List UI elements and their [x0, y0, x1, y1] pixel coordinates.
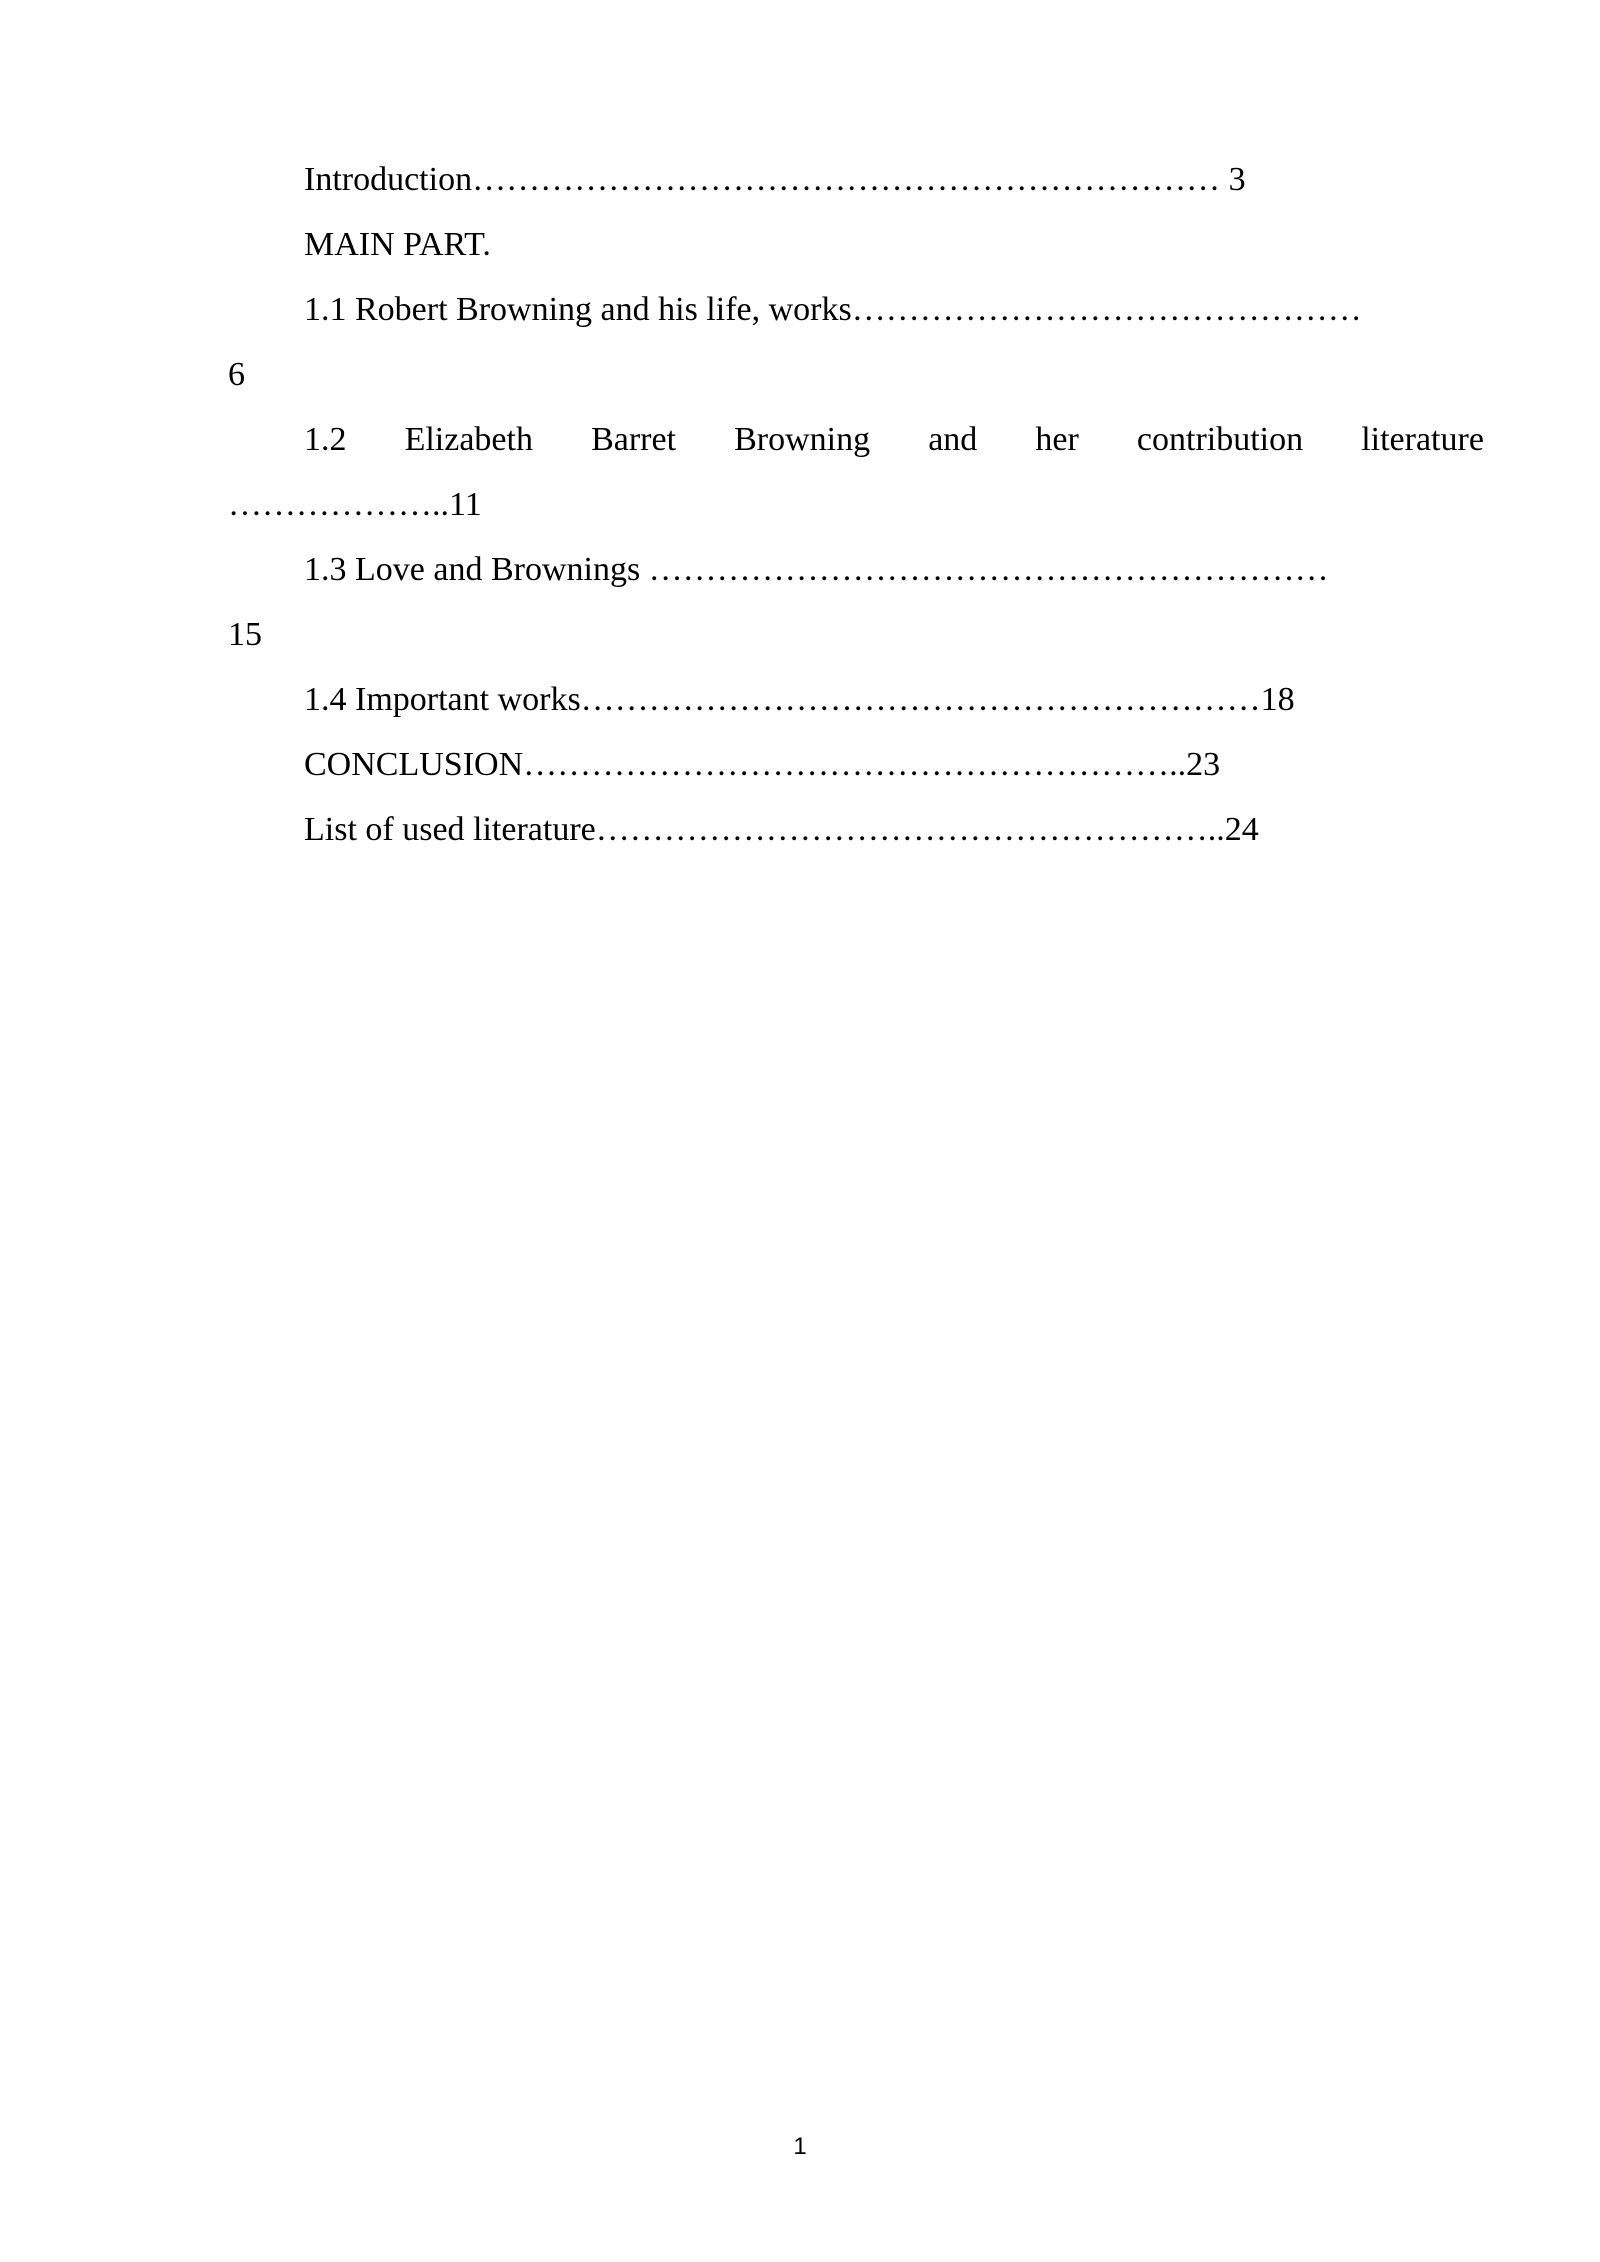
- toc-main-part: MAIN PART.: [304, 226, 491, 263]
- toc-item-1-3-page: 15: [228, 616, 262, 653]
- toc-item-1-2-word: Elizabeth: [404, 421, 533, 458]
- toc-item-1-2-word: 1.2: [304, 421, 347, 458]
- toc-introduction: Introduction………………………………………………………… 3: [304, 161, 1246, 198]
- toc-literature: List of used literature………………………………………………..24: [304, 811, 1259, 848]
- toc-conclusion: CONCLUSION…………………………………………………..23: [304, 746, 1221, 783]
- toc-item-1-1-page: 6: [228, 356, 245, 393]
- toc-item-1-2-word: Barret: [591, 421, 677, 458]
- table-of-contents: [228, 147, 1484, 862]
- toc-item-1-2-word: Browning: [734, 421, 871, 458]
- toc-item-1-1: 1.1 Robert Browning and his life, works………………………………………: [304, 291, 1362, 328]
- page-number: 1: [793, 2133, 807, 2160]
- toc-item-1-2: [228, 407, 1484, 472]
- toc-item-1-2-word: literature: [1361, 421, 1484, 458]
- toc-item-1-2-page: ………………..11: [228, 486, 482, 523]
- toc-item-1-3: 1.3 Love and Brownings ……………………………………………………: [304, 551, 1329, 588]
- toc-item-1-2-word: and: [928, 421, 978, 458]
- toc-item-1-2-word: her: [1035, 421, 1079, 458]
- toc-item-1-4: 1.4 Important works……………………………………………………18: [304, 681, 1295, 718]
- toc-item-1-2-word: contribution: [1136, 421, 1304, 458]
